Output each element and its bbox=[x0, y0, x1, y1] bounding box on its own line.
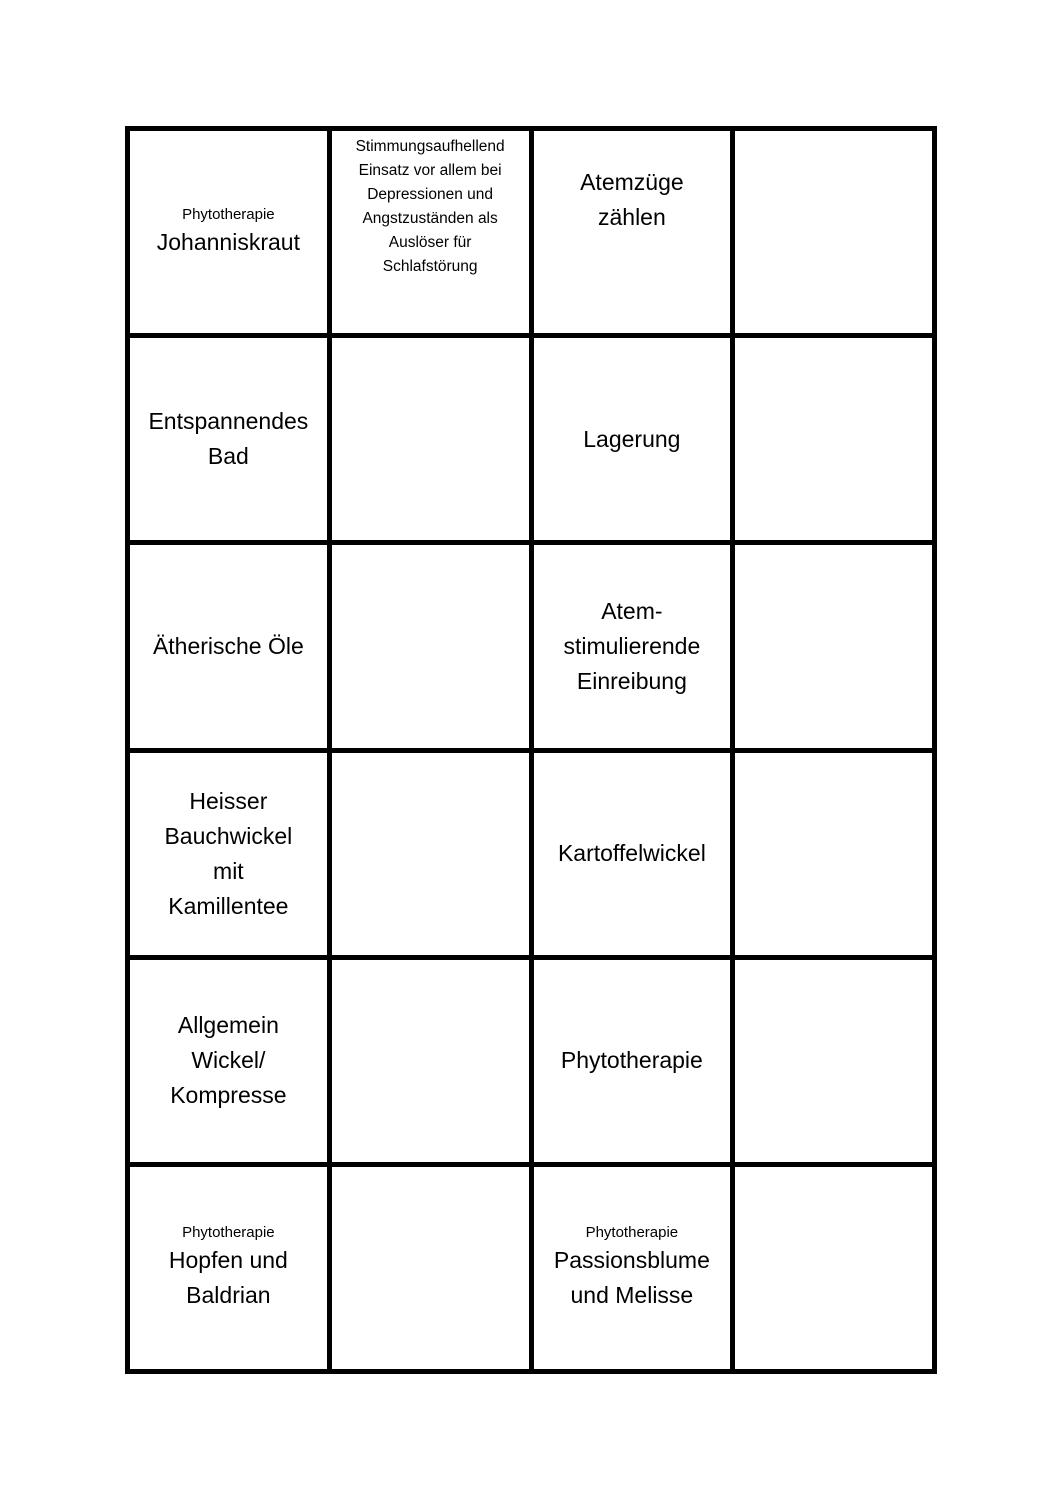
card-title: Phytotherapie bbox=[560, 1047, 703, 1074]
card-title: Atem-stimulierende Einreibung bbox=[563, 597, 701, 694]
card-category: Phytotherapie bbox=[585, 1223, 679, 1241]
card-empty bbox=[332, 1167, 534, 1374]
card-empty bbox=[735, 338, 937, 545]
card-johanniskraut bbox=[130, 131, 332, 338]
card-lagerung bbox=[534, 338, 736, 545]
card-title: Lagerung bbox=[583, 425, 681, 452]
card-title: Passionsblume und Melisse bbox=[553, 1246, 710, 1308]
card-category: Phytotherapie bbox=[182, 205, 275, 223]
card-title: Johanniskraut bbox=[156, 228, 300, 255]
card-phytotherapie bbox=[534, 960, 736, 1167]
card-aetherische-oele bbox=[130, 545, 332, 752]
card-wickel-kompresse bbox=[130, 960, 332, 1167]
card-title: Kartoffelwickel bbox=[557, 840, 706, 867]
card-hopfen-baldrian bbox=[130, 1167, 332, 1374]
card-passionsblume-melisse bbox=[534, 1167, 736, 1374]
card-empty bbox=[332, 753, 534, 960]
card-atemstimulierende-einreibung bbox=[534, 545, 736, 752]
card-heisser-bauchwickel bbox=[130, 753, 332, 960]
card-atemzuege-zaehlen bbox=[534, 131, 736, 338]
card-grid bbox=[125, 126, 937, 1374]
card-empty bbox=[332, 960, 534, 1167]
card-empty bbox=[735, 1167, 937, 1374]
card-description bbox=[332, 131, 534, 338]
card-empty bbox=[735, 131, 937, 338]
card-empty bbox=[332, 338, 534, 545]
card-kartoffelwickel bbox=[534, 753, 736, 960]
card-title: Allgemein Wickel/ Kompresse bbox=[170, 1012, 287, 1109]
card-description-text: Stimmungsaufhellend Einsatz vor allem bei Depressionen und Angstzuständen als Auslöser für Schlafstörung bbox=[355, 138, 505, 275]
card-empty bbox=[735, 545, 937, 752]
card-title: Entspannendes Bad bbox=[148, 408, 309, 470]
card-entspannendes-bad bbox=[130, 338, 332, 545]
card-empty bbox=[735, 960, 937, 1167]
card-empty bbox=[735, 753, 937, 960]
card-empty bbox=[332, 545, 534, 752]
card-category: Phytotherapie bbox=[182, 1223, 275, 1241]
card-title: Ätherische Öle bbox=[152, 632, 304, 659]
card-title: Hopfen und Baldrian bbox=[168, 1246, 288, 1308]
card-title: Atemzüge zählen bbox=[580, 169, 684, 230]
card-title: Heisser Bauchwickel mit Kamillentee bbox=[164, 787, 293, 919]
